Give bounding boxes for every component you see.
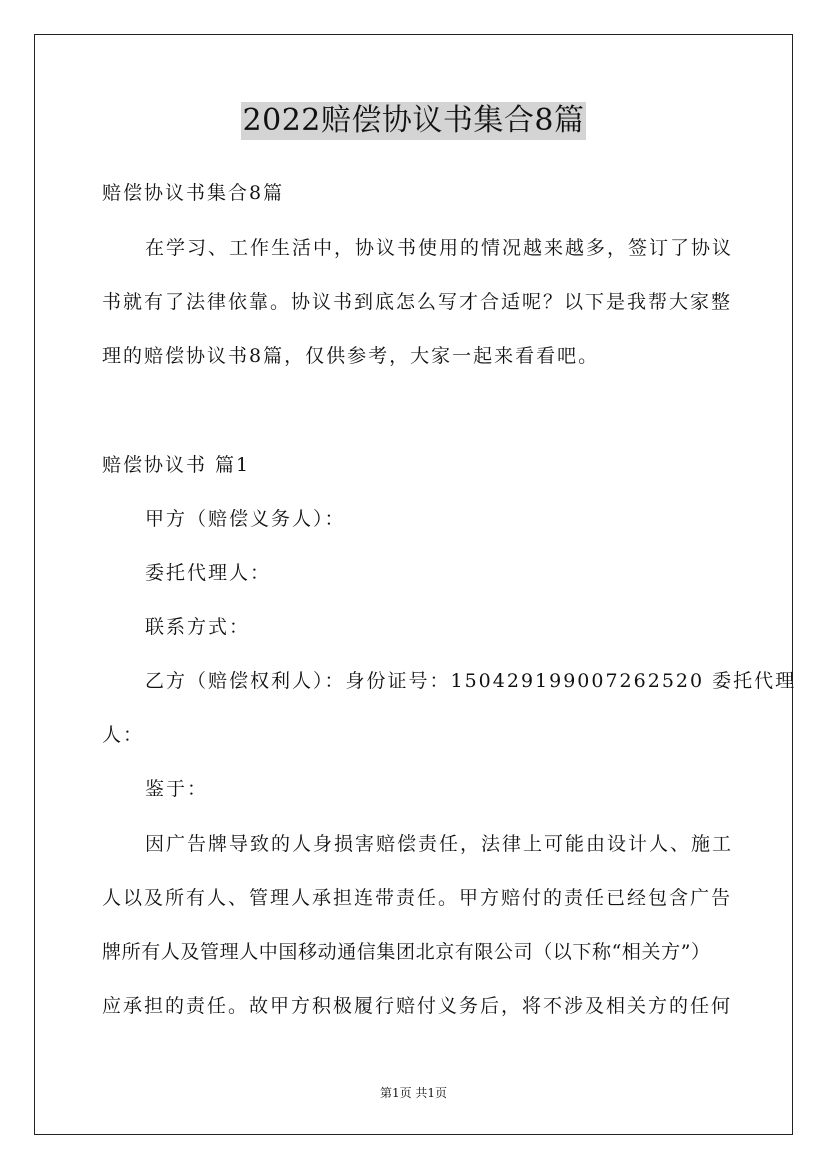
intro-line-1: 在学习、工作生活中，协议书使用的情况越来越多，签订了协议	[145, 237, 734, 259]
page-footer: 第1页 共1页	[379, 1086, 448, 1100]
intro-line-3: 理的赔偿协议书8篇，仅供参考，大家一起来看看吧。	[102, 345, 600, 367]
whereas-label: 鉴于：	[145, 778, 209, 800]
body-line-2: 人以及所有人、管理人承担连带责任。甲方赔付的责任已经包含广告	[102, 887, 733, 909]
document-subtitle: 赔偿协议书集合8篇	[102, 182, 285, 204]
party-b-line-2: 人：	[102, 724, 145, 746]
document-title: 2022赔偿协议书集合8篇	[242, 103, 585, 138]
section-heading: 赔偿协议书 篇1	[102, 454, 251, 476]
party-a-label: 甲方（赔偿义务人）：	[145, 508, 346, 530]
body-line-1: 因广告牌导致的人身损害赔偿责任，法律上可能由设计人、施工	[145, 833, 734, 855]
title-container	[0, 102, 827, 140]
body-line-4: 应承担的责任。故甲方积极履行赔付义务后，将不涉及相关方的任何	[102, 995, 733, 1017]
party-b-line-1: 乙方（赔偿权利人）：身份证号：150429199007262520 委托代理	[145, 670, 797, 692]
agent-label: 委托代理人：	[145, 562, 272, 584]
intro-line-2: 书就有了法律依靠。协议书到底怎么写才合适呢？以下是我帮大家整	[102, 291, 733, 313]
contact-label: 联系方式：	[145, 616, 251, 638]
body-line-3: 牌所有人及管理人中国移动通信集团北京有限公司（以下称“相关方”）	[102, 941, 711, 963]
